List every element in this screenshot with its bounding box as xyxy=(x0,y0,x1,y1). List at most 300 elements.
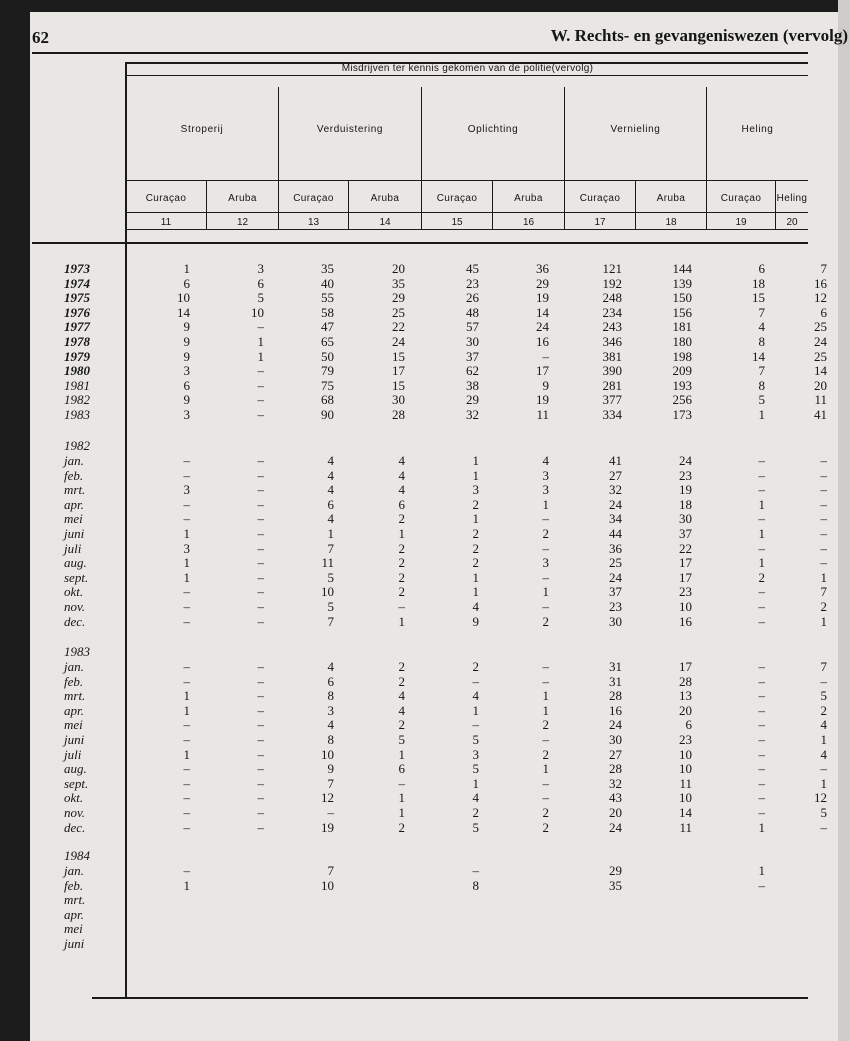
table-cell: 6 xyxy=(183,275,190,291)
table-cell: 58 xyxy=(321,304,334,320)
table-cell: – xyxy=(758,467,765,483)
table-cell: – xyxy=(257,363,264,379)
row-label: juni xyxy=(64,936,85,951)
group-heading: Verduistering xyxy=(316,124,384,135)
table-cell: 29 xyxy=(466,392,479,408)
body-rule xyxy=(32,242,808,244)
table-cell: 25 xyxy=(609,555,622,571)
table-cell: 38 xyxy=(466,377,479,393)
table-cell: – xyxy=(758,453,765,468)
row-label: 1975 xyxy=(64,290,90,306)
table-cell: 390 xyxy=(602,363,622,379)
table-cell: – xyxy=(542,732,549,747)
table-cell: 11 xyxy=(679,775,692,791)
row-label: juni xyxy=(64,526,85,541)
table-cell: – xyxy=(183,732,190,747)
table-cell: 57 xyxy=(466,319,479,335)
table-cell: 7 xyxy=(820,659,827,674)
column-number: 20 xyxy=(786,217,798,228)
table-cell: – xyxy=(542,673,549,689)
group-heading: Oplichting xyxy=(467,124,519,135)
table-cell: 5 xyxy=(327,599,334,614)
table-cell: 10 xyxy=(679,761,692,777)
table-cell: 1 xyxy=(327,526,334,541)
table-cell: 6 xyxy=(398,496,405,512)
table-cell: – xyxy=(257,407,264,422)
table-cell: 3 xyxy=(472,482,479,498)
table-cell: 334 xyxy=(602,407,622,422)
subcolumn-heading: Curaçao xyxy=(579,193,621,204)
table-cell: 23 xyxy=(679,467,692,483)
table-cell: 2 xyxy=(542,526,549,541)
table-cell: 5 xyxy=(327,569,334,585)
table-cell: 2 xyxy=(472,805,479,820)
table-cell: 1 xyxy=(758,555,765,571)
table-cell: 24 xyxy=(814,334,827,349)
table-cell: 12 xyxy=(814,790,827,806)
table-cell: 55 xyxy=(321,290,334,306)
row-label: mrt. xyxy=(64,892,86,908)
table-cell: 1 xyxy=(183,688,190,704)
table-cell: 5 xyxy=(820,805,827,820)
row-label: juli xyxy=(64,540,82,556)
table-cell: 7 xyxy=(327,863,334,878)
table-cell: 1 xyxy=(398,526,405,541)
table-cell: – xyxy=(758,673,765,689)
table-cell: 10 xyxy=(321,877,334,893)
table-cell: 4 xyxy=(327,717,334,733)
table-cell: – xyxy=(820,555,827,571)
row-label: 1983 xyxy=(64,407,90,422)
table-cell: 3 xyxy=(183,540,190,556)
row-label: aug. xyxy=(64,761,87,777)
table-cell: – xyxy=(257,496,264,512)
table-cell: 6 xyxy=(183,377,190,393)
group-divider xyxy=(278,87,279,230)
row-label: jan. xyxy=(64,453,84,468)
table-cell: 4 xyxy=(472,790,479,806)
table-cell: – xyxy=(542,511,549,527)
table-cell: 13 xyxy=(679,688,692,704)
table-cell: 32 xyxy=(466,407,479,422)
table-cell: 7 xyxy=(327,775,334,791)
column-number: 19 xyxy=(735,217,747,228)
subcolumn-heading: Curaçao xyxy=(145,193,187,204)
table-cell: 30 xyxy=(609,613,622,629)
table-cell: 2 xyxy=(472,555,479,571)
row-label: 1977 xyxy=(64,319,90,335)
table-cell: 12 xyxy=(321,790,334,806)
table-cell: 36 xyxy=(609,540,622,556)
table-cell: 18 xyxy=(679,496,692,512)
table-cell: 9 xyxy=(472,613,479,629)
table-cell: 29 xyxy=(392,290,405,306)
table-cell: 48 xyxy=(466,304,479,320)
table-cell: 30 xyxy=(609,732,622,747)
table-cell: 22 xyxy=(392,319,405,335)
table-cell: 4 xyxy=(327,467,334,483)
table-cell: 14 xyxy=(679,805,692,820)
table-cell: 243 xyxy=(602,319,622,335)
table-cell: 37 xyxy=(679,526,692,541)
row-label: feb. xyxy=(64,467,84,483)
table-cell: 10 xyxy=(321,584,334,600)
table-cell: – xyxy=(257,805,264,820)
supertitle-rule xyxy=(125,75,808,76)
table-cell: – xyxy=(257,613,264,629)
table-cell: 1 xyxy=(257,348,264,364)
table-cell: 2 xyxy=(542,717,549,733)
row-label: okt. xyxy=(64,790,84,806)
table-cell: – xyxy=(820,673,827,689)
table-cell: 2 xyxy=(398,673,405,689)
row-label: mrt. xyxy=(64,482,86,498)
table-cell: 2 xyxy=(472,526,479,541)
table-cell: – xyxy=(472,717,479,733)
row-label: mei xyxy=(64,717,83,733)
page-number: 62 xyxy=(32,28,49,47)
table-cell: 346 xyxy=(602,334,622,349)
table-cell: 20 xyxy=(609,805,622,820)
column-number: 15 xyxy=(451,217,463,228)
table-cell: 36 xyxy=(536,261,549,276)
table-cell: – xyxy=(183,790,190,806)
group-heading: Stroperij xyxy=(180,124,224,135)
table-cell: 10 xyxy=(679,790,692,806)
table-cell: 10 xyxy=(251,304,264,320)
table-cell: 4 xyxy=(398,702,405,718)
table-cell: 6 xyxy=(398,761,405,777)
table-cell: 2 xyxy=(398,569,405,585)
table-cell: – xyxy=(758,511,765,527)
table-cell: 5 xyxy=(472,819,479,835)
table-super-title: Misdrijven ter kennis gekomen van de politie(vervolg) xyxy=(341,63,594,74)
table-cell: – xyxy=(257,599,264,614)
table-cell: 1 xyxy=(758,526,765,541)
table-bottom-rule xyxy=(92,997,808,999)
table-cell: 3 xyxy=(542,482,549,498)
table-cell: 9 xyxy=(542,377,549,393)
table-cell: 1 xyxy=(758,819,765,835)
row-label: 1976 xyxy=(64,304,90,320)
table-cell: 1 xyxy=(398,805,405,820)
table-cell: – xyxy=(758,775,765,791)
table-cell: 1 xyxy=(472,511,479,527)
table-cell: 25 xyxy=(814,348,827,364)
table-cell: 4 xyxy=(398,482,405,498)
table-cell: – xyxy=(257,775,264,791)
table-cell: 79 xyxy=(321,363,334,379)
table-cell: 2 xyxy=(542,805,549,820)
table-cell: 20 xyxy=(814,377,827,393)
table-cell: 1 xyxy=(183,746,190,762)
row-label: juli xyxy=(64,746,82,762)
table-cell: – xyxy=(183,599,190,614)
row-label: mrt. xyxy=(64,688,86,704)
table-cell: – xyxy=(542,775,549,791)
page-edge xyxy=(838,0,850,1041)
table-cell: 16 xyxy=(609,702,622,718)
row-label: 1981 xyxy=(64,377,90,393)
year-group-heading: 1982 xyxy=(64,438,90,453)
row-label: mei xyxy=(64,511,83,527)
row-label: juni xyxy=(64,732,85,747)
table-cell: 193 xyxy=(672,377,692,393)
table-cell: 3 xyxy=(542,555,549,571)
table-cell: 1 xyxy=(758,496,765,512)
table-cell: 1 xyxy=(758,407,765,422)
table-cell: 27 xyxy=(609,467,622,483)
subcolumn-heading: Curaçao xyxy=(720,193,762,204)
table-cell: 25 xyxy=(814,319,827,335)
table-cell: 32 xyxy=(609,775,622,791)
table-cell: 1 xyxy=(820,775,827,791)
table-cell: 3 xyxy=(542,467,549,483)
subcolumn-heading: Aruba xyxy=(370,193,400,204)
table-cell: – xyxy=(183,775,190,791)
table-cell: 9 xyxy=(183,348,190,364)
table-cell: – xyxy=(542,540,549,556)
table-cell: 1 xyxy=(472,453,479,468)
table-cell: 3 xyxy=(472,746,479,762)
table-cell: – xyxy=(257,746,264,762)
row-label: apr. xyxy=(64,702,84,718)
table-cell: – xyxy=(183,511,190,527)
table-cell: 17 xyxy=(679,555,692,571)
table-cell: 34 xyxy=(609,511,622,527)
subcolumn-heading: Curaçao xyxy=(436,193,478,204)
table-cell: 1 xyxy=(183,555,190,571)
table-cell: 2 xyxy=(820,702,827,718)
table-cell: 1 xyxy=(472,775,479,791)
table-cell: 1 xyxy=(398,613,405,629)
row-label: 1982 xyxy=(64,392,90,408)
table-cell: 1 xyxy=(183,569,190,585)
table-cell: 24 xyxy=(536,319,549,335)
table-cell: 23 xyxy=(466,275,479,291)
table-cell: 1 xyxy=(398,790,405,806)
table-cell: 5 xyxy=(472,761,479,777)
table-cell: – xyxy=(257,688,264,704)
table-cell: 43 xyxy=(609,790,622,806)
table-cell: 1 xyxy=(542,688,549,704)
table-cell: 2 xyxy=(542,613,549,629)
table-cell: 26 xyxy=(466,290,479,306)
table-cell: – xyxy=(257,482,264,498)
table-cell: 3 xyxy=(257,261,264,276)
table-cell: 4 xyxy=(398,467,405,483)
table-cell: 37 xyxy=(609,584,622,600)
table-cell: 7 xyxy=(758,304,765,320)
table-cell: 65 xyxy=(321,334,334,349)
statistics-table xyxy=(32,62,827,1002)
table-cell: – xyxy=(820,453,827,468)
table-cell: 1 xyxy=(183,261,190,276)
group-heading: Heling xyxy=(741,124,774,135)
table-cell: 248 xyxy=(602,290,622,306)
table-cell: 10 xyxy=(321,746,334,762)
running-title: W. Rechts- en gevangeniswezen (vervolg) xyxy=(550,26,848,45)
table-cell: 121 xyxy=(602,261,622,276)
table-cell: 24 xyxy=(609,569,622,585)
table-cell: – xyxy=(183,819,190,835)
table-cell: 2 xyxy=(542,746,549,762)
subcolumn-heading: Aruba xyxy=(228,193,257,204)
table-cell: 1 xyxy=(820,732,827,747)
table-cell: 6 xyxy=(257,275,264,291)
table-cell: 8 xyxy=(472,877,479,893)
table-cell: 7 xyxy=(758,363,765,379)
table-cell: 19 xyxy=(321,819,334,835)
table-cell: – xyxy=(257,555,264,571)
table-cell: 2 xyxy=(542,819,549,835)
table-cell: 6 xyxy=(820,304,827,320)
table-cell: 173 xyxy=(672,407,692,422)
table-cell: 1 xyxy=(398,746,405,762)
table-cell: – xyxy=(183,496,190,512)
table-cell: 1 xyxy=(183,877,190,893)
table-cell: 90 xyxy=(321,407,334,422)
table-cell: – xyxy=(257,790,264,806)
year-group-heading: 1984 xyxy=(64,848,90,863)
row-label: dec. xyxy=(64,613,86,629)
table-cell: – xyxy=(472,863,479,878)
table-cell: 24 xyxy=(609,496,622,512)
table-cell: 5 xyxy=(820,688,827,704)
row-label: 1979 xyxy=(64,348,90,364)
row-label: feb. xyxy=(64,673,84,689)
table-cell: 24 xyxy=(609,819,622,835)
table-cell: – xyxy=(257,761,264,777)
table-cell: 10 xyxy=(679,746,692,762)
table-cell: 8 xyxy=(758,377,765,393)
table-cell: 8 xyxy=(758,334,765,349)
table-cell: – xyxy=(542,659,549,674)
table-cell: 47 xyxy=(321,319,334,335)
table-cell: 19 xyxy=(679,482,692,498)
table-cell: – xyxy=(257,732,264,747)
table-cell: – xyxy=(257,377,264,393)
table-cell: 2 xyxy=(398,659,405,674)
table-cell: – xyxy=(327,805,334,820)
table-cell: 16 xyxy=(814,275,827,291)
table-cell: – xyxy=(257,392,264,408)
table-cell: 180 xyxy=(672,334,692,349)
table-cell: 1 xyxy=(542,702,549,718)
column-number: 18 xyxy=(665,217,677,228)
row-label: apr. xyxy=(64,496,84,512)
table-cell: – xyxy=(820,496,827,512)
table-cell: 24 xyxy=(679,453,692,468)
table-cell: – xyxy=(257,702,264,718)
table-cell: 181 xyxy=(672,319,692,335)
table-cell: 5 xyxy=(472,732,479,747)
subcolumn-heading: Aruba xyxy=(656,193,686,204)
table-cell: 1 xyxy=(472,569,479,585)
table-cell: 19 xyxy=(536,392,549,408)
table-cell: 44 xyxy=(609,526,622,541)
table-cell: 2 xyxy=(472,496,479,512)
table-cell: 377 xyxy=(602,392,622,408)
table-cell: 30 xyxy=(392,392,405,408)
table-cell: 62 xyxy=(466,363,479,379)
table-cell: 17 xyxy=(679,659,692,674)
table-cell: 4 xyxy=(542,453,549,468)
row-label: jan. xyxy=(64,659,84,674)
table-cell: 19 xyxy=(536,290,549,306)
table-cell: – xyxy=(758,599,765,614)
table-cell: – xyxy=(257,819,264,835)
table-cell: 1 xyxy=(542,584,549,600)
table-cell: 30 xyxy=(466,334,479,349)
table-cell: 1 xyxy=(472,467,479,483)
table-cell: – xyxy=(758,540,765,556)
table-cell: – xyxy=(257,659,264,674)
table-cell: – xyxy=(820,761,827,777)
row-label: sept. xyxy=(64,775,89,791)
table-cell: – xyxy=(183,717,190,733)
row-label: jan. xyxy=(64,863,84,878)
year-group-heading: 1983 xyxy=(64,644,90,659)
row-label: mei xyxy=(64,921,83,937)
table-cell: – xyxy=(183,761,190,777)
table-cell: – xyxy=(758,877,765,893)
table-cell: 192 xyxy=(602,275,622,291)
table-cell: 234 xyxy=(602,304,622,320)
table-cell: 2 xyxy=(758,569,765,585)
table-cell: – xyxy=(542,599,549,614)
table-cell: 17 xyxy=(392,363,405,379)
table-cell: – xyxy=(820,511,827,527)
table-cell: 209 xyxy=(672,363,692,379)
table-cell: 4 xyxy=(327,453,334,468)
table-cell: 35 xyxy=(609,877,622,893)
table-cell: 1 xyxy=(758,863,765,878)
table-cell: 17 xyxy=(679,569,692,585)
table-cell: 10 xyxy=(679,599,692,614)
table-cell: 1 xyxy=(820,569,827,585)
table-cell: 7 xyxy=(820,261,827,276)
table-cell: 4 xyxy=(820,717,827,733)
row-label: 1973 xyxy=(64,261,90,276)
table-cell: 18 xyxy=(752,275,765,291)
table-cell: 16 xyxy=(536,334,549,349)
table-cell: 4 xyxy=(327,482,334,498)
table-cell: 35 xyxy=(392,275,405,291)
table-cell: 20 xyxy=(392,261,405,276)
table-cell: 23 xyxy=(679,584,692,600)
table-cell: 50 xyxy=(321,348,334,364)
table-cell: – xyxy=(758,732,765,747)
table-cell: 4 xyxy=(398,688,405,704)
table-cell: – xyxy=(183,584,190,600)
table-cell: 4 xyxy=(472,688,479,704)
table-cell: 8 xyxy=(327,732,334,747)
table-cell: – xyxy=(820,526,827,541)
table-cell: 8 xyxy=(327,688,334,704)
table-cell: 5 xyxy=(257,290,264,306)
table-cell: 156 xyxy=(672,304,692,320)
table-cell: 29 xyxy=(536,275,549,291)
table-cell: – xyxy=(257,467,264,483)
table-cell: 281 xyxy=(602,377,622,393)
table-cell: 7 xyxy=(820,584,827,600)
table-cell: 28 xyxy=(609,688,622,704)
table-cell: 2 xyxy=(398,819,405,835)
group-divider xyxy=(706,87,707,230)
table-cell: 2 xyxy=(472,540,479,556)
table-cell: 381 xyxy=(602,348,622,364)
